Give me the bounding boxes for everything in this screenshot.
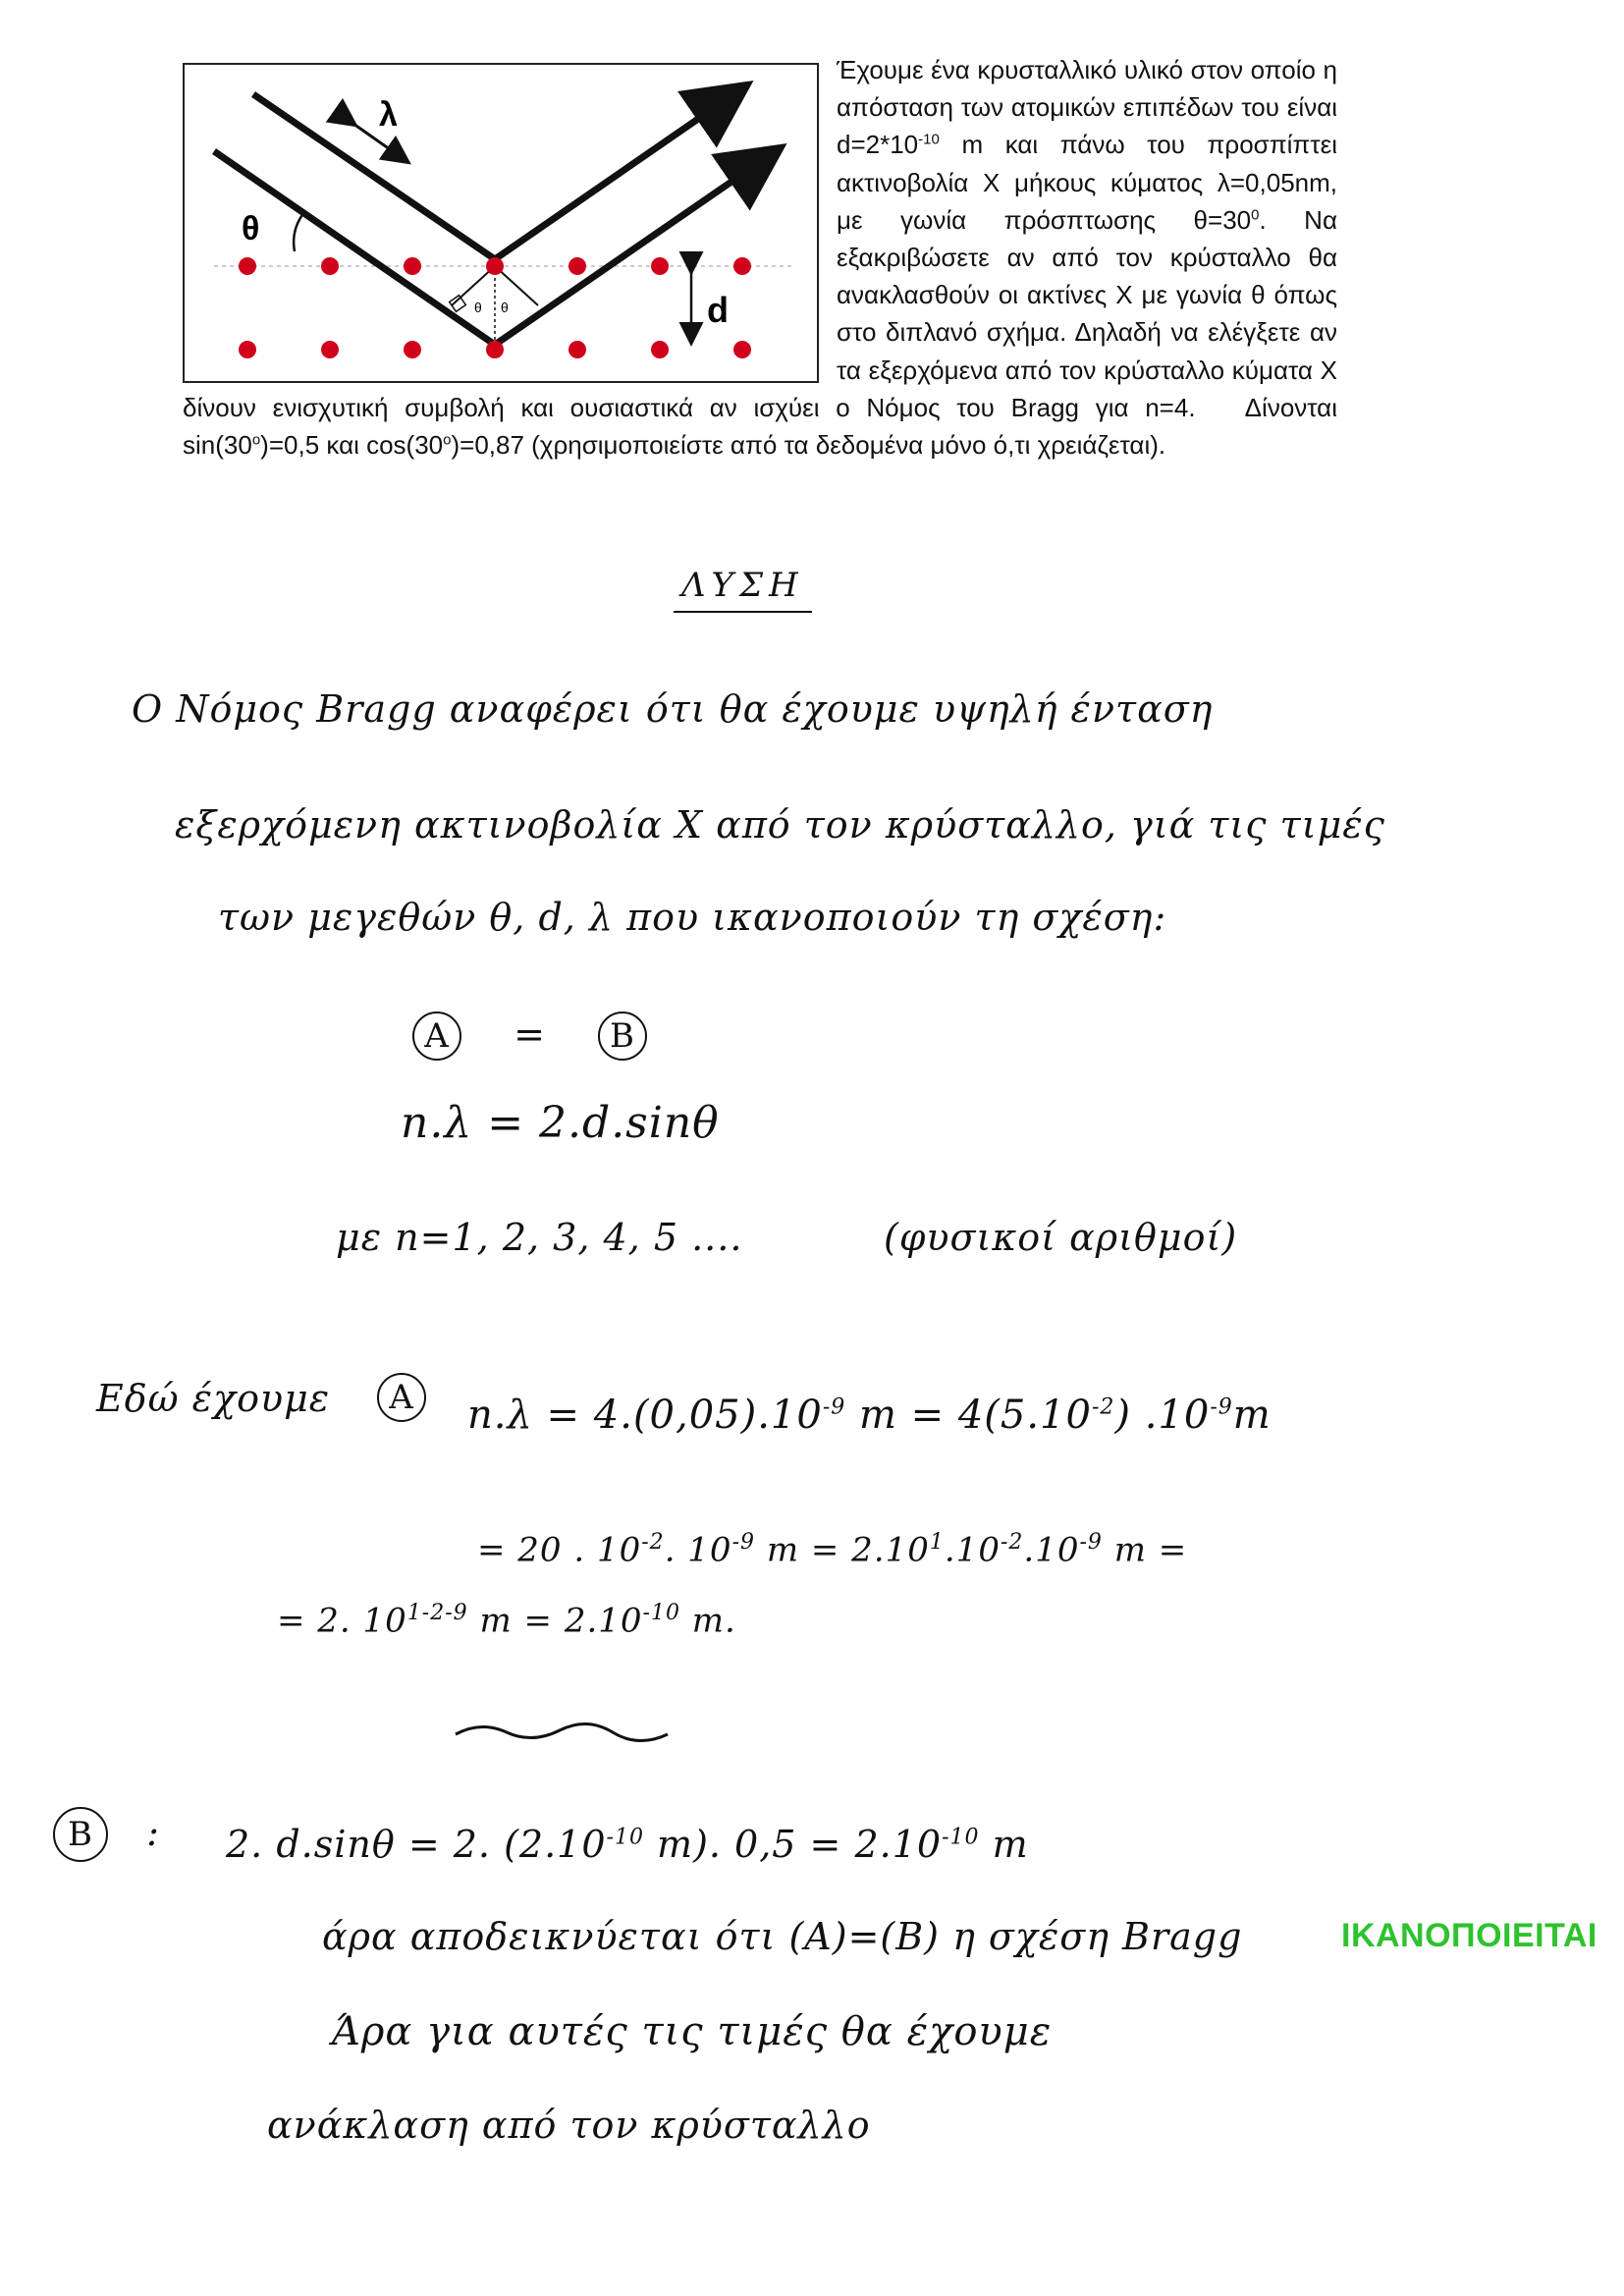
here-label: Εδώ έχουμε — [96, 1377, 331, 1420]
solution-line-1: Ο Νόμος Bragg αναφέρει ότι θα έχουμε υψηλή ένταση — [132, 687, 1214, 731]
lambda-label: λ — [379, 96, 398, 134]
relation-a-equals-b — [412, 1011, 647, 1061]
calc-a-line-1: $n.\lambda = 4.(0,05).10^{-9}$ $m = 4(5.10^{-2})$ $.10^{-9}m$ — [467, 1393, 1272, 1438]
separator-squiggle — [454, 1717, 670, 1746]
solution-line-3: των μεγεθών θ, d, λ που ικανοποιούν τη σχέση: — [218, 896, 1167, 939]
n-note: (φυσικοί αριθμοί) — [884, 1216, 1238, 1259]
d-label: d — [707, 290, 729, 330]
calc-a-line-3: = 2. 10$^{1-2-9}$ $m = 2.10^{-10}$ m. — [277, 1601, 736, 1641]
colon: : — [146, 1811, 160, 1854]
circle-b: B — [598, 1011, 647, 1061]
calc-a-line-2: = 20 . $10^{-2}$. $10^{-9}$ $m = 2.10^1.10^{-2}.10^{-9}$ m = — [477, 1530, 1188, 1570]
calc-a-circle — [377, 1373, 426, 1422]
equals-sign: = — [514, 1012, 546, 1056]
problem-text: Έχουμε ένα κρυσταλλικό υλικό στον οποίο η απόσταση των ατομικών επιπέδων του είναι $d=2*10^{-10}$ m και πάνω του προσπίπτει ακτινοβολία Χ μήκους κύματος λ=0,05nm, με γωνία πρόσπτωσης $\theta=30^0$. Να εξακριβώσετε αν από τον κρύσταλλο θα ανακλασθούν οι ακτίνες Χ με γωνία θ όπως στο διπλανό σχήμα. Δηλαδή να ελέγξετε αν τα εξερχόμενα από τον κρύσταλλο κύματα Χ δίνουν ενισχυτική συμβολή και ουσιαστικά αν ισχύει ο Νόμος του Bragg για n=4. Δίνονται $\sin(30^o)=0,5$ και $\cos(30^o)=0,87$ (χρησιμοποιείστε από τα δεδομένα μόνο ό,τι χρειάζεται). — [183, 55, 1337, 461]
circle-a: A — [412, 1011, 461, 1061]
theta-label: θ — [242, 210, 260, 247]
calc-b-line: 2. d.sinθ = 2. ($2.10^{-10}$ m). $0,5 = 2.10^{-10}$ m — [226, 1823, 1029, 1866]
satisfied-label: ΙΚΑΝΟΠΟΙΕΙΤΑΙ — [1341, 1917, 1597, 1954]
calc-b-circle — [53, 1807, 160, 1862]
solution-title: ΛΥΣΗ — [674, 566, 812, 613]
n-values: με n=1, 2, 3, 4, 5 .... — [336, 1216, 743, 1259]
solution-line-2: εξερχόμενη ακτινοβολία Χ από τον κρύσταλλο, γιά τις τιμές — [175, 803, 1385, 847]
small-theta-left: θ — [474, 300, 482, 315]
diagram-spacer — [183, 51, 837, 365]
problem-statement — [183, 51, 1337, 464]
small-theta-right: θ — [501, 300, 509, 315]
circle-b-2: B — [53, 1807, 108, 1862]
circle-a-2: A — [377, 1373, 426, 1422]
conclusion-line-2: Άρα για αυτές τις τιμές θα έχουμε — [332, 2009, 1053, 2054]
conclusion-line-1: άρα αποδεικνύεται ότι (A)=(B) η σχέση Bragg — [322, 1915, 1243, 1958]
conclusion-line-3: ανάκλαση από τον κρύσταλλο — [267, 2104, 871, 2147]
bragg-law: n.λ = 2.d.sinθ — [401, 1098, 720, 1148]
